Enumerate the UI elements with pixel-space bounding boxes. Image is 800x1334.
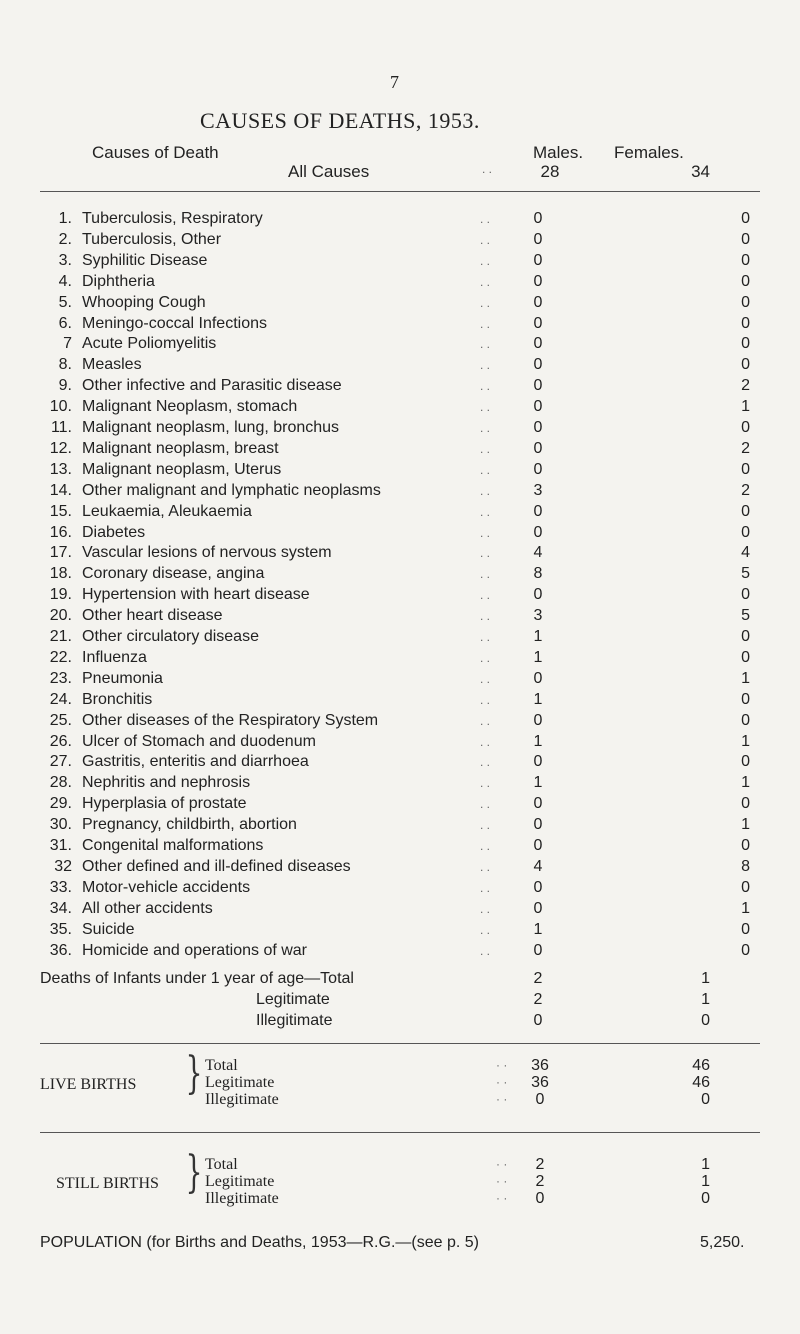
cause-row — [40, 271, 760, 293]
males-column-header: Males. — [533, 143, 584, 162]
cause-row — [40, 250, 760, 272]
still-births-legit-label: Legitimate — [205, 1173, 275, 1190]
page-number: 7 — [390, 72, 399, 92]
cause-females: 0 — [741, 648, 750, 666]
causes-column-header: Causes of Death — [92, 143, 219, 162]
still-births-legit-females: 1 — [701, 1173, 710, 1190]
cause-name: Other malignant and lymphatic neoplasms — [82, 481, 381, 499]
cause-males: 0 — [533, 210, 543, 227]
cause-row — [40, 940, 760, 962]
cause-number: 28. — [49, 774, 72, 792]
leader-dots: . . — [480, 588, 491, 603]
cause-number: 16. — [49, 523, 72, 541]
all-causes-females: 34 — [691, 162, 710, 181]
leader-dots: . . — [480, 232, 491, 247]
cause-females: 0 — [741, 356, 750, 374]
cause-males: 1 — [533, 732, 543, 750]
cause-females: 0 — [741, 753, 750, 771]
cause-number: 3. — [58, 251, 72, 269]
leader-dots: . . — [480, 943, 491, 958]
cause-males: 0 — [533, 502, 543, 520]
cause-name: Malignant neoplasm, Uterus — [82, 460, 282, 478]
cause-number: 11. — [50, 419, 72, 436]
cause-females: 0 — [741, 523, 750, 541]
cause-number: 12. — [49, 439, 72, 457]
infants-illegit-males: 0 — [533, 1012, 543, 1029]
cause-name: Vascular lesions of nervous system — [82, 544, 332, 562]
still-births-label: STILL BIRTHS — [56, 1175, 159, 1192]
cause-number: 35. — [49, 920, 72, 938]
infants-total-females: 1 — [701, 970, 710, 987]
cause-row — [40, 877, 760, 899]
cause-females: 1 — [741, 774, 750, 792]
cause-females: 0 — [741, 335, 750, 353]
cause-number: 4. — [58, 272, 72, 290]
cause-females: 0 — [741, 272, 750, 290]
cause-number: 29. — [49, 795, 72, 813]
cause-name: Leukaemia, Aleukaemia — [82, 502, 252, 520]
cause-name: Malignant neoplasm, breast — [82, 439, 279, 457]
cause-name: Other diseases of the Respiratory System — [82, 711, 379, 729]
cause-row — [40, 438, 760, 460]
cause-males: 0 — [533, 398, 543, 416]
still-births-dots: · · · · · · — [496, 1157, 508, 1205]
leader-dots: . . — [480, 692, 491, 707]
live-births-illegit-label: Illegitimate — [205, 1091, 279, 1108]
cause-number: 9. — [58, 377, 72, 395]
cause-row — [40, 480, 760, 502]
cause-males: 0 — [533, 460, 543, 478]
leader-dots: . . — [480, 567, 491, 582]
cause-row — [40, 856, 760, 878]
cause-row — [40, 229, 760, 251]
cause-name: Measles — [82, 356, 142, 374]
cause-males: 0 — [533, 753, 543, 771]
population-value: 5,250. — [700, 1234, 745, 1251]
cause-name: Malignant neoplasm, lung, bronchus — [82, 419, 340, 436]
cause-females: 0 — [741, 293, 750, 311]
cause-number: 17. — [49, 544, 72, 562]
cause-females: 0 — [741, 795, 750, 813]
leader-dots: . . — [480, 504, 491, 519]
live-births-label: LIVE BIRTHS — [40, 1076, 137, 1093]
cause-name: Whooping Cough — [82, 293, 206, 311]
cause-number: 33. — [49, 878, 72, 896]
cause-number: 5. — [58, 293, 72, 311]
cause-number: 36. — [49, 941, 72, 959]
cause-row — [40, 292, 760, 314]
cause-males: 4 — [533, 544, 543, 562]
cause-males: 3 — [533, 607, 543, 625]
cause-row — [40, 459, 760, 481]
all-causes-label: All Causes — [288, 162, 370, 181]
cause-number: 31. — [49, 837, 72, 854]
cause-number: 18. — [49, 565, 72, 583]
cause-name: Diphtheria — [82, 272, 155, 290]
still-births-brace: } — [185, 1147, 203, 1198]
leader-dots: . . — [480, 358, 491, 373]
cause-name: Pneumonia — [82, 669, 163, 687]
cause-number: 1. — [58, 210, 72, 227]
leader-dots: . . — [480, 880, 491, 895]
leader-dots: . . — [480, 337, 491, 352]
cause-number: 13. — [49, 460, 72, 478]
leader-dots: . . — [480, 274, 491, 289]
cause-row — [40, 668, 760, 690]
leader-dots: . . — [480, 546, 491, 561]
live-births-rule — [40, 1132, 760, 1133]
cause-row — [40, 814, 760, 836]
live-births-labels — [205, 1057, 279, 1108]
cause-number: 22. — [49, 648, 72, 666]
cause-females: 0 — [741, 690, 750, 708]
still-births-females — [670, 1156, 710, 1207]
cause-females: 0 — [741, 210, 750, 227]
leader-dots: . . — [480, 441, 491, 456]
cause-males: 0 — [533, 230, 543, 248]
cause-males: 1 — [533, 774, 543, 792]
cause-males: 0 — [533, 795, 543, 813]
cause-males: 4 — [533, 857, 543, 875]
cause-females: 1 — [741, 398, 750, 416]
cause-males: 8 — [533, 565, 543, 583]
cause-females: 0 — [741, 878, 750, 896]
cause-number: 34. — [49, 899, 72, 917]
cause-row — [40, 522, 760, 544]
cause-females: 2 — [741, 377, 750, 395]
cause-number: 10. — [49, 398, 72, 416]
cause-row — [40, 354, 760, 376]
cause-males: 0 — [533, 899, 543, 917]
leader-dots: . . — [480, 379, 491, 394]
leader-dots: . . — [480, 253, 491, 268]
cause-males: 0 — [533, 335, 543, 353]
leader-dots: . . — [480, 922, 491, 937]
cause-males: 1 — [533, 690, 543, 708]
cause-name: Ulcer of Stomach and duodenum — [82, 732, 316, 750]
infants-illegit-label: Illegitimate — [256, 1012, 333, 1029]
cause-row — [40, 313, 760, 335]
cause-name: Motor-vehicle accidents — [82, 878, 251, 896]
live-births-legit-females: 46 — [692, 1074, 710, 1091]
cause-females: 2 — [741, 439, 750, 457]
cause-number: 21. — [49, 628, 72, 645]
cause-males: 0 — [533, 439, 543, 457]
cause-name: Coronary disease, angina — [82, 565, 265, 583]
live-births-illegit-females: 0 — [701, 1091, 710, 1108]
cause-name: Hypertension with heart disease — [82, 586, 310, 604]
infants-legit-label: Legitimate — [256, 991, 330, 1008]
cause-males: 0 — [533, 251, 543, 269]
leader-dots: . . — [480, 797, 491, 812]
cause-males: 0 — [533, 837, 543, 854]
cause-row — [40, 396, 760, 418]
leader-dots: . . — [480, 839, 491, 853]
cause-row — [40, 919, 760, 941]
cause-males: 0 — [533, 356, 543, 374]
live-births-illegit-males: 0 — [535, 1091, 545, 1108]
cause-row — [40, 563, 760, 585]
cause-females: 5 — [741, 607, 750, 625]
cause-number: 7 — [63, 335, 72, 353]
cause-number: 15. — [49, 502, 72, 520]
cause-males: 0 — [533, 377, 543, 395]
cause-males: 0 — [533, 419, 543, 436]
cause-males: 0 — [533, 586, 543, 604]
cause-row — [40, 542, 760, 564]
cause-females: 0 — [741, 941, 750, 959]
cause-name: Malignant Neoplasm, stomach — [82, 398, 298, 416]
cause-number: 30. — [49, 816, 72, 834]
cause-name: Nephritis and nephrosis — [82, 774, 251, 792]
still-births-total-label: Total — [205, 1156, 238, 1173]
still-births-illegit-label: Illegitimate — [205, 1190, 279, 1207]
still-births-total-females: 1 — [701, 1156, 710, 1173]
cause-females: 1 — [741, 816, 750, 834]
cause-name: Diabetes — [82, 523, 146, 541]
cause-males: 0 — [533, 941, 543, 959]
cause-males: 0 — [533, 314, 543, 332]
leader-dots: . . — [480, 421, 491, 435]
cause-number: 14. — [49, 481, 72, 499]
cause-number: 25. — [49, 711, 72, 729]
leader-dots: . . — [480, 901, 491, 916]
cause-row — [40, 710, 760, 732]
cause-males: 0 — [533, 816, 543, 834]
cause-females: 1 — [741, 732, 750, 750]
cause-name: Influenza — [82, 648, 147, 666]
cause-name: Congenital malformations — [82, 837, 264, 854]
cause-number: 26. — [49, 732, 72, 750]
cause-number: 19. — [49, 586, 72, 604]
cause-females: 1 — [741, 669, 750, 687]
cause-row — [40, 793, 760, 815]
leader-dots: . . — [480, 818, 491, 833]
cause-row — [40, 731, 760, 753]
cause-row — [40, 584, 760, 606]
cause-number: 32 — [54, 857, 72, 875]
leader-dots: . . — [480, 316, 491, 331]
cause-females: 0 — [741, 314, 750, 332]
cause-number: 8. — [58, 356, 72, 374]
still-births-illegit-males: 0 — [535, 1190, 545, 1207]
cause-number: 6. — [58, 314, 72, 332]
infants-total-label: Deaths of Infants under 1 year of age—Total — [40, 970, 354, 987]
cause-name: Other heart disease — [82, 607, 223, 625]
cause-row — [40, 333, 760, 355]
leader-dots: . . — [480, 755, 491, 770]
infants-total-males: 2 — [533, 970, 543, 987]
cause-males: 0 — [533, 711, 543, 729]
cause-females: 0 — [741, 628, 750, 645]
cause-row — [40, 417, 760, 439]
still-births-total-males: 2 — [535, 1156, 545, 1173]
cause-females: 4 — [741, 544, 750, 562]
leader-dots: . . — [480, 859, 491, 874]
infants-legit-females: 1 — [701, 991, 710, 1008]
infants-rule — [40, 1043, 760, 1044]
cause-males: 1 — [533, 628, 543, 645]
leader-dots: . . — [480, 650, 491, 665]
cause-males: 0 — [533, 272, 543, 290]
cause-name: Other defined and ill-defined diseases — [82, 857, 351, 875]
leader-dots: . . — [480, 295, 491, 310]
live-births-total-label: Total — [205, 1057, 238, 1074]
cause-row — [40, 501, 760, 523]
cause-name: Other infective and Parasitic disease — [82, 377, 342, 395]
cause-number: 27. — [49, 753, 72, 771]
cause-females: 1 — [741, 899, 750, 917]
cause-number: 23. — [49, 669, 72, 687]
leader-dots: . . — [480, 462, 491, 477]
cause-females: 5 — [741, 565, 750, 583]
live-births-total-females: 46 — [692, 1057, 710, 1074]
cause-number: 2. — [58, 230, 72, 248]
leader-dots: . . — [480, 713, 491, 728]
leader-dots: . . — [480, 483, 491, 498]
cause-row — [40, 375, 760, 397]
all-causes-males: 28 — [540, 162, 560, 181]
cause-males: 0 — [533, 523, 543, 541]
cause-name: Bronchitis — [82, 690, 153, 708]
cause-females: 8 — [741, 857, 750, 875]
cause-name: Syphilitic Disease — [82, 251, 208, 269]
cause-row — [40, 208, 760, 230]
cause-row — [40, 835, 760, 857]
still-births-males — [520, 1156, 560, 1207]
cause-row — [40, 898, 760, 920]
leader-dots: . . — [480, 630, 491, 644]
cause-name: Pregnancy, childbirth, abortion — [82, 816, 297, 834]
cause-number: 20. — [49, 607, 72, 625]
live-births-legit-label: Legitimate — [205, 1074, 275, 1091]
cause-name: Acute Poliomyelitis — [82, 335, 217, 353]
cause-males: 0 — [533, 878, 543, 896]
cause-row — [40, 605, 760, 627]
cause-name: Suicide — [82, 920, 135, 938]
cause-females: 0 — [741, 419, 750, 436]
cause-row — [40, 689, 760, 711]
leader-dots: . . — [480, 776, 491, 791]
leader-dots: . . — [480, 734, 491, 749]
leader-dots: . . — [480, 400, 491, 415]
live-births-brace: } — [185, 1048, 203, 1099]
cause-name: Tuberculosis, Other — [82, 230, 222, 248]
cause-males: 1 — [533, 920, 543, 938]
header-rule — [40, 191, 760, 192]
cause-females: 0 — [741, 711, 750, 729]
cause-name: Tuberculosis, Respiratory — [82, 210, 263, 227]
cause-males: 1 — [533, 648, 543, 666]
population-label: POPULATION (for Births and Deaths, 1953—R.G.—(see p. 5) — [40, 1234, 479, 1251]
cause-females: 0 — [741, 837, 750, 854]
live-births-males — [520, 1057, 560, 1108]
cause-females: 0 — [741, 230, 750, 248]
cause-row — [40, 626, 760, 648]
cause-row — [40, 772, 760, 794]
cause-name: Hyperplasia of prostate — [82, 795, 247, 813]
leader-dots: . . — [480, 609, 491, 624]
cause-females: 0 — [741, 502, 750, 520]
still-births-labels — [205, 1156, 279, 1207]
leader-dots: . . — [482, 162, 493, 176]
cause-males: 0 — [533, 669, 543, 687]
live-births-females — [670, 1057, 710, 1108]
cause-females: 0 — [741, 920, 750, 938]
live-births-legit-males: 36 — [531, 1074, 549, 1091]
cause-females: 0 — [741, 251, 750, 269]
cause-name: Meningo-coccal Infections — [82, 314, 267, 332]
infants-illegit-females: 0 — [701, 1012, 710, 1029]
leader-dots: . . — [480, 671, 491, 686]
still-births-legit-males: 2 — [535, 1173, 545, 1190]
cause-females: 2 — [741, 481, 750, 499]
page-title: CAUSES OF DEATHS, 1953. — [200, 108, 480, 133]
females-column-header: Females. — [614, 143, 684, 162]
cause-name: Other circulatory disease — [82, 628, 259, 645]
infants-legit-males: 2 — [533, 991, 543, 1008]
live-births-dots: · · · · · · — [496, 1058, 508, 1106]
cause-males: 0 — [533, 293, 543, 311]
cause-row — [40, 751, 760, 773]
cause-females: 0 — [741, 586, 750, 604]
cause-name: Gastritis, enteritis and diarrhoea — [82, 753, 309, 771]
cause-name: All other accidents — [82, 899, 213, 917]
still-births-illegit-females: 0 — [701, 1190, 710, 1207]
cause-row — [40, 647, 760, 669]
cause-females: 0 — [741, 460, 750, 478]
cause-name: Homicide and operations of war — [82, 941, 308, 959]
cause-males: 3 — [533, 481, 543, 499]
leader-dots: . . — [480, 212, 491, 226]
cause-number: 24. — [49, 690, 72, 708]
live-births-total-males: 36 — [531, 1057, 549, 1074]
leader-dots: . . — [480, 525, 491, 540]
